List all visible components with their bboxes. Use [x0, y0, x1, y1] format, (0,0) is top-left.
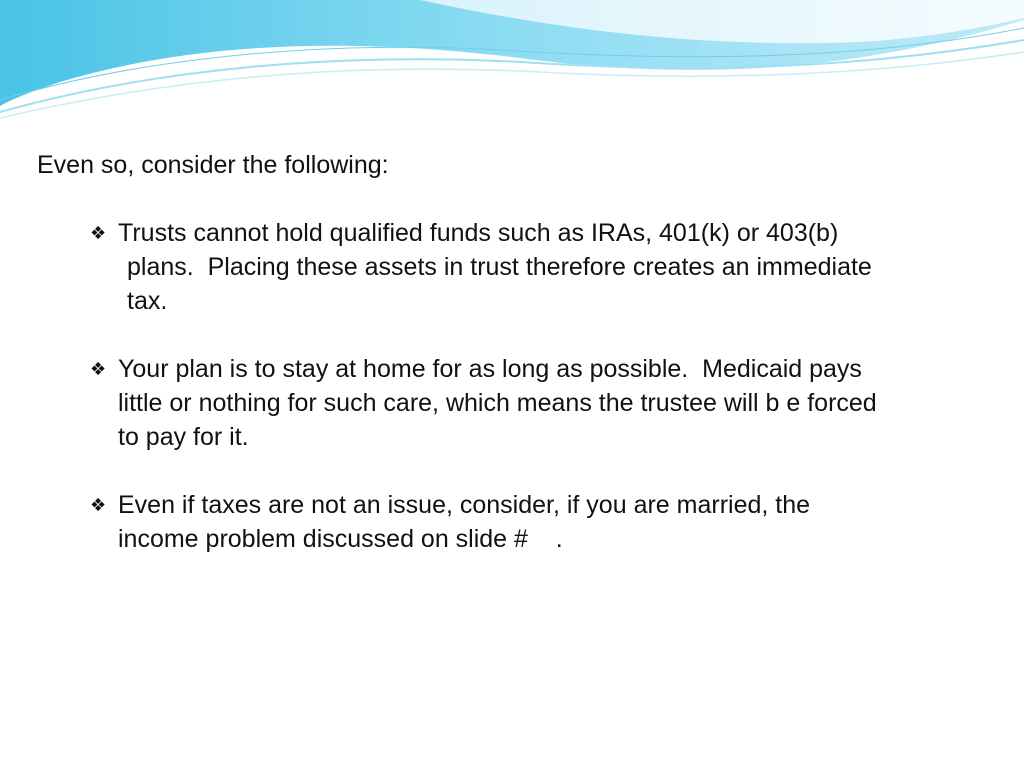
bullet-2-line-1: Your plan is to stay at home for as long as possible. Medicaid pays — [118, 355, 862, 383]
bullet-1-line-3: tax. — [127, 287, 168, 315]
bullet-1-line-2: plans. Placing these assets in trust therefore creates an immediate — [127, 253, 872, 281]
bullet-2-line-2: little or nothing for such care, which means the trustee will b e forced — [118, 389, 877, 417]
diamond-bullet-icon: ❖ — [90, 495, 107, 516]
bullet-3-line-2: income problem discussed on slide # . — [118, 525, 563, 553]
bullet-1-line-1: Trusts cannot hold qualified funds such as IRAs, 401(k) or 403(b) — [118, 219, 839, 247]
diamond-bullet-icon: ❖ — [90, 359, 107, 380]
bullet-3-line-1: Even if taxes are not an issue, consider, if you are married, the — [118, 491, 811, 519]
intro-text: Even so, consider the following: — [37, 151, 389, 179]
header-wave-decoration — [0, 0, 1024, 130]
diamond-bullet-icon: ❖ — [90, 223, 107, 244]
bullet-2-line-3: to pay for it. — [118, 423, 249, 451]
